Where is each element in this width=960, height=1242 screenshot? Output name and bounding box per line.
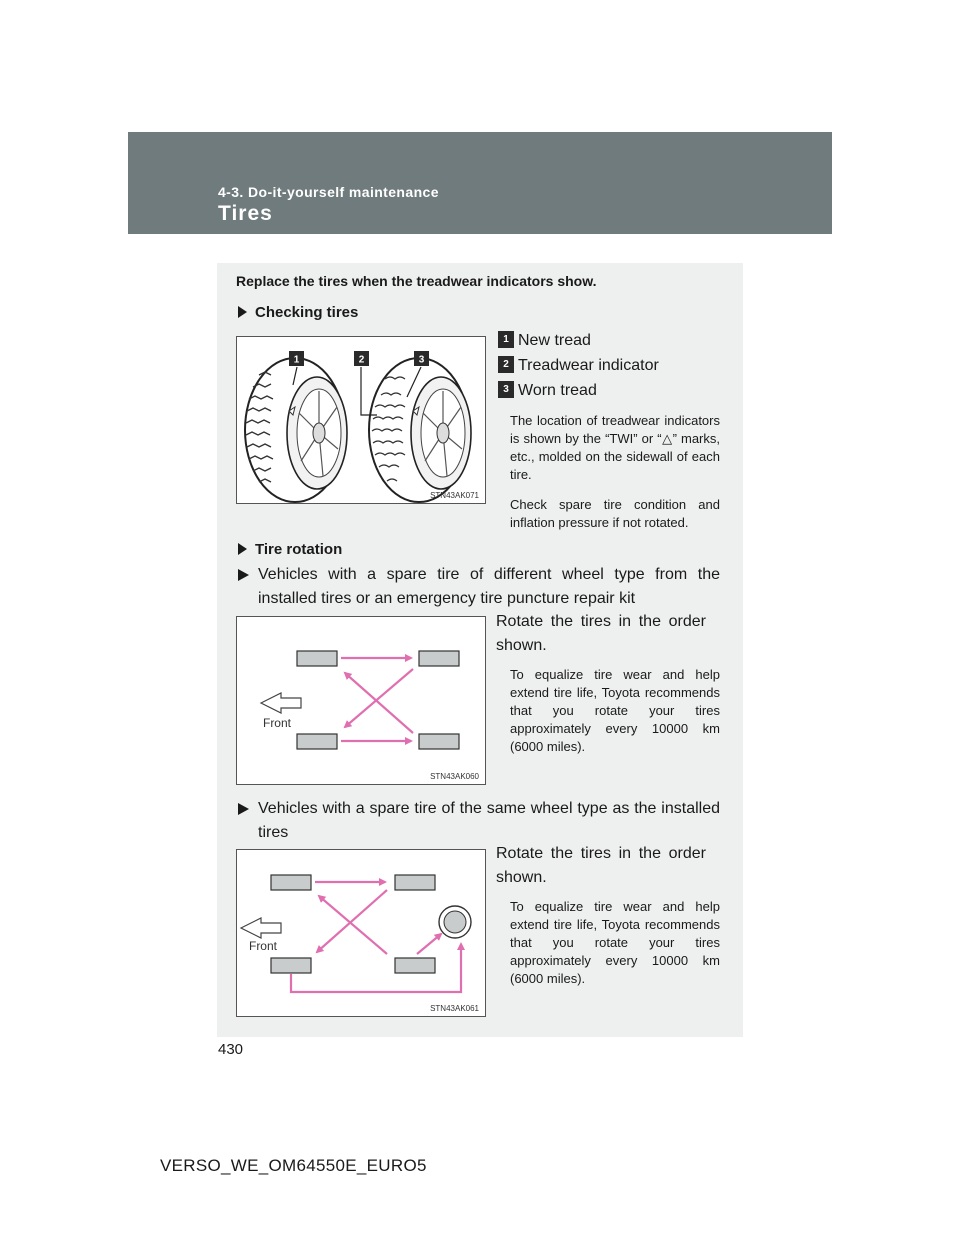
tire-rotation-heading (238, 541, 342, 558)
figure-code: STN43AK061 (430, 1004, 479, 1013)
legend-item-3 (498, 382, 597, 400)
front-label: Front (262, 716, 292, 730)
rotation-case-1-note: To equalize tire wear and help extend tire life, Toyota recommends that you rotate your tires approximately every 10000 km (6000 miles). (510, 667, 720, 754)
tire-tread-figure (236, 336, 486, 504)
tire-front-left (297, 651, 337, 666)
rotation-diagram-2 (237, 850, 485, 1016)
tire-rotation-label: Tire rotation (255, 541, 343, 558)
checking-tires-heading (238, 304, 358, 321)
figure-code: STN43AK071 (430, 491, 479, 500)
checking-tires-label: Checking tires (255, 304, 359, 321)
triangle-bullet-icon (238, 306, 247, 318)
spare-tire-note: Check spare tire condition and inflation pressure if not rotated. (510, 497, 720, 530)
tire-rear-left (395, 875, 435, 890)
section-label: 4-3. Do-it-yourself maintenance (218, 184, 439, 200)
front-direction-icon (261, 693, 301, 713)
tire-rear-right (419, 734, 459, 749)
worn-tread-tire (369, 358, 471, 502)
rotation-diagram-1 (237, 617, 485, 784)
triangle-bullet-icon (238, 543, 247, 555)
legend-label-2: Treadwear indicator (518, 357, 659, 374)
callout-1-text: 1 (293, 354, 300, 366)
legend-item-2 (498, 357, 659, 375)
legend-label-3: Worn tread (518, 382, 597, 399)
page-title: Tires (218, 202, 273, 225)
tire-front-right (271, 958, 311, 973)
tire-rear-left (419, 651, 459, 666)
tire-tread-illustration (237, 337, 485, 503)
legend-number-3: 3 (498, 381, 514, 398)
rotation-case-1-text: Vehicles with a spare tire of different wheel type from the installed tires or an emergency tire puncture repair kit (258, 566, 720, 607)
tire-front-right (297, 734, 337, 749)
legend-label-1: New tread (518, 332, 591, 349)
new-tread-tire (245, 358, 347, 502)
chapter-header (128, 132, 832, 234)
front-direction-icon (241, 918, 281, 938)
rotation-case-1-instruction: Rotate the tires in the order shown. (496, 613, 706, 654)
legend-number-1: 1 (498, 331, 514, 348)
document-code: VERSO_WE_OM64550E_EURO5 (160, 1156, 427, 1175)
rotation-case-2-text: Vehicles with a spare tire of the same wheel type as the installed tires (258, 800, 720, 841)
rotation-case-2-bullet (238, 797, 720, 845)
twi-note: The location of treadwear indicators is shown by the “TWI” or “△” marks, etc., molded on the sidewall of each tire. (510, 413, 720, 482)
intro-text: Replace the tires when the treadwear indicators show. (236, 273, 597, 289)
legend-item-1 (498, 332, 591, 350)
tire-rear-right (395, 958, 435, 973)
callout-2-text: 2 (358, 354, 365, 366)
front-label: Front (248, 939, 278, 953)
callout-3-text: 3 (418, 354, 425, 366)
rotation-case-1-bullet (238, 563, 720, 611)
arrow-bullet-icon (238, 803, 249, 815)
tire-front-left (271, 875, 311, 890)
arrow-bullet-icon (238, 569, 249, 581)
rotation-figure-1 (236, 616, 486, 785)
figure-code: STN43AK060 (430, 772, 479, 781)
page-number: 430 (218, 1041, 244, 1058)
rotation-figure-2 (236, 849, 486, 1017)
legend-number-2: 2 (498, 356, 514, 373)
rotation-case-2-instruction: Rotate the tires in the order shown. (496, 845, 706, 886)
spare-tire-rim (444, 911, 466, 933)
rotation-case-2-note: To equalize tire wear and help extend tire life, Toyota recommends that you rotate your tires approximately every 10000 km (6000 miles). (510, 899, 720, 986)
